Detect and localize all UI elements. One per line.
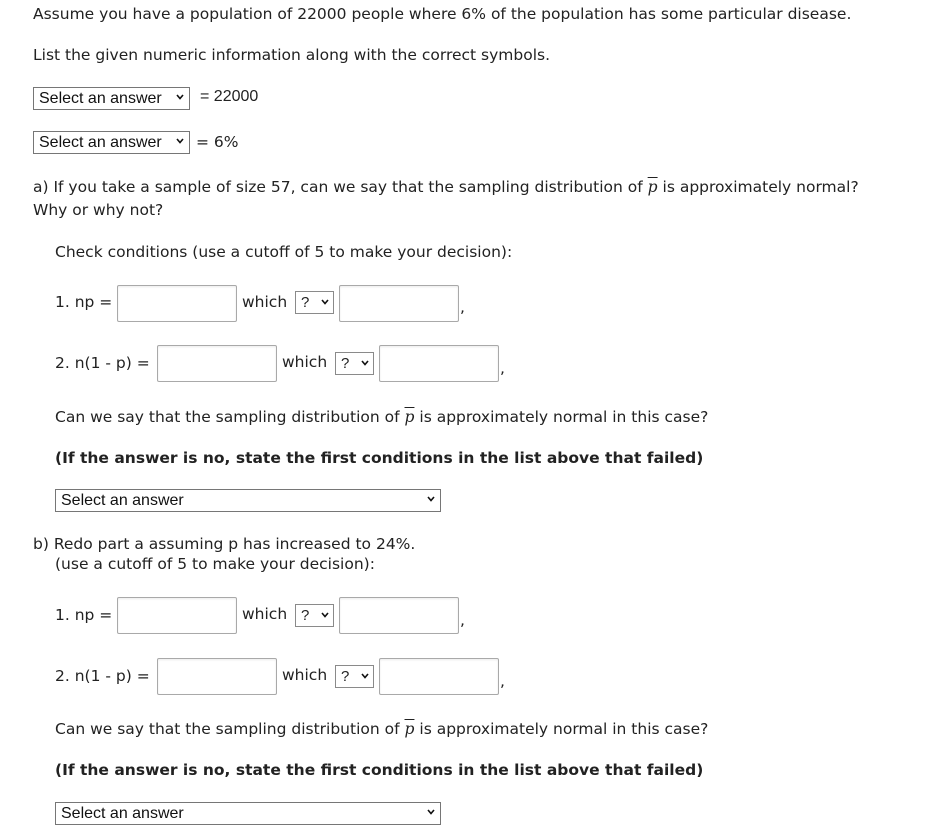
b-which-label-2: which (282, 666, 328, 684)
a-compare-select-1[interactable] (295, 291, 334, 314)
comma: , (500, 672, 505, 690)
chevron-down-icon (176, 93, 184, 101)
comma: , (460, 611, 465, 629)
b-cond2-label: 2. n(1 - p) = (55, 667, 150, 685)
part-b-question: b) Redo part a assuming p has increased to 24%. (33, 535, 416, 553)
a-normal-suffix: is approximately normal in this case? (419, 408, 709, 426)
comma: , (460, 298, 465, 316)
b-normal-question (55, 720, 708, 738)
given-symbol-select-1-label: Select an answer (39, 90, 162, 107)
b-normal-prefix: Can we say that the sampling distribution of (55, 720, 400, 738)
b-fail-note: (If the answer is no, state the first conditions in the list above that failed) (55, 761, 704, 779)
b-answer-select[interactable] (55, 802, 441, 825)
a-which-label-1: which (242, 293, 288, 311)
given-symbol-select-2[interactable] (33, 131, 190, 154)
a-cutoff-input-2[interactable] (379, 345, 499, 382)
chevron-down-icon (361, 672, 369, 680)
given-symbol-select-1[interactable] (33, 87, 190, 110)
part-a-question-line2: Why or why not? (33, 201, 164, 219)
a-n1p-input[interactable] (157, 345, 277, 382)
chevron-down-icon (176, 137, 184, 145)
b-np-input[interactable] (117, 597, 237, 634)
p-hat-symbol: $\overline{p}$ (647, 178, 658, 196)
b-cutoff-input-1[interactable] (339, 597, 459, 634)
part-b-question-line2: (use a cutoff of 5 to make your decision): (55, 555, 375, 573)
a-normal-prefix: Can we say that the sampling distribution of (55, 408, 400, 426)
a-compare-select-2[interactable] (335, 352, 374, 375)
a-normal-question (55, 408, 708, 426)
a-answer-select[interactable] (55, 489, 441, 512)
b-compare-select-1[interactable] (295, 604, 334, 627)
a-compare-select-1-label: ? (301, 294, 310, 311)
check-conditions-text: Check conditions (use a cutoff of 5 to make your decision): (55, 243, 513, 261)
a-answer-select-label: Select an answer (61, 492, 184, 509)
p-hat-symbol: $\overline{p}$ (404, 408, 415, 426)
b-compare-select-2-label: ? (341, 668, 350, 685)
given-value-2: = 6% (196, 133, 239, 151)
b-cutoff-input-2[interactable] (379, 658, 499, 695)
a-cutoff-input-1[interactable] (339, 285, 459, 322)
a-np-input[interactable] (117, 285, 237, 322)
a-which-label-2: which (282, 353, 328, 371)
instruction-text: List the given numeric information along with the correct symbols. (33, 46, 551, 64)
a-cond1-label: 1. np = (55, 293, 113, 311)
p-hat-symbol: $\overline{p}$ (404, 720, 415, 738)
chevron-down-icon (427, 495, 435, 503)
a-fail-note: (If the answer is no, state the first conditions in the list above that failed) (55, 449, 704, 467)
b-which-label-1: which (242, 605, 288, 623)
b-answer-select-label: Select an answer (61, 805, 184, 822)
intro-text: Assume you have a population of 22000 people where 6% of the population has some particular disease. (33, 5, 852, 23)
b-compare-select-2[interactable] (335, 665, 374, 688)
chevron-down-icon (361, 359, 369, 367)
b-normal-suffix: is approximately normal in this case? (419, 720, 709, 738)
part-a-question-prefix: a) If you take a sample of size 57, can we say that the sampling distribution of (33, 178, 643, 196)
comma: , (500, 359, 505, 377)
a-compare-select-2-label: ? (341, 355, 350, 372)
part-a-question-suffix: is approximately normal? (662, 178, 859, 196)
b-compare-select-1-label: ? (301, 607, 310, 624)
given-value-1: = 22000 (200, 88, 259, 105)
b-n1p-input[interactable] (157, 658, 277, 695)
chevron-down-icon (427, 808, 435, 816)
given-symbol-select-2-label: Select an answer (39, 134, 162, 151)
a-cond2-label: 2. n(1 - p) = (55, 354, 150, 372)
part-a-question (33, 178, 859, 196)
chevron-down-icon (321, 611, 329, 619)
chevron-down-icon (321, 298, 329, 306)
b-cond1-label: 1. np = (55, 606, 113, 624)
